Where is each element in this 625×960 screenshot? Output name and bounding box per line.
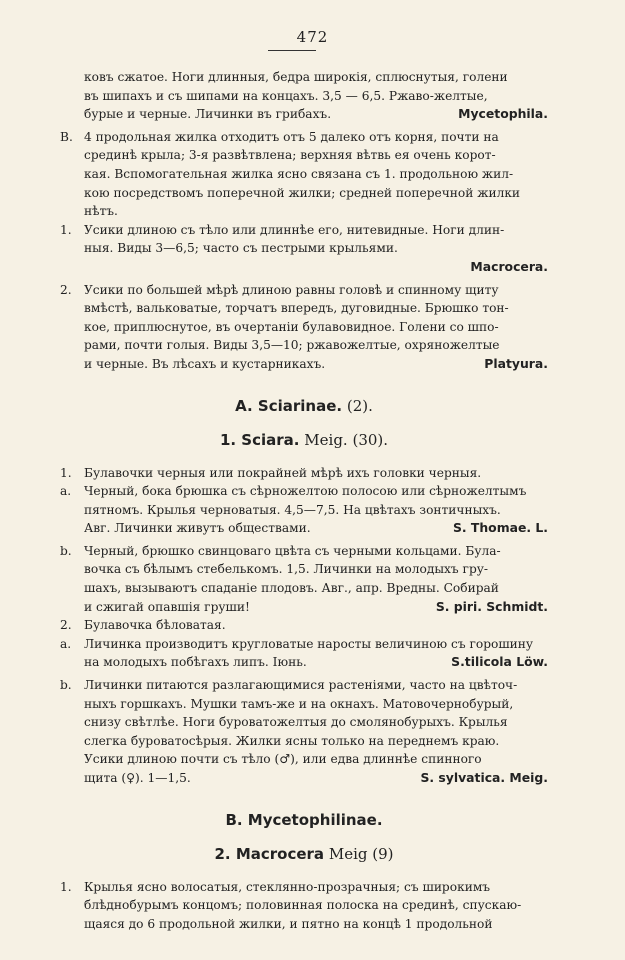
key-entry-1a: [60, 482, 548, 538]
text-line: срединѣ крыла; 3-я развѣтвлена; верхняя вѣтвь ея очень корот-: [84, 148, 496, 163]
genus-author: Meig.: [304, 430, 348, 449]
text-line: Черный, брюшко свинцоваго цвѣта съ черными кольцами. Була-: [84, 543, 501, 558]
genus-title: 2. Macrocera: [214, 844, 325, 863]
genus-count: (30).: [352, 430, 389, 449]
key-entry-b: [60, 128, 548, 221]
entry-label: a.: [60, 636, 72, 651]
section-title: A. Sciarinae.: [235, 396, 343, 415]
text-line: на молодыхъ побѣгахъ липъ. Іюнь.: [84, 655, 307, 670]
text-line: Усики по большей мѣрѣ длиною равны головѣ и спинному щиту: [84, 282, 499, 297]
genus-count: (9): [372, 844, 394, 863]
text-line: снизу свѣтлѣе. Ноги буроватожелтыя до смолянобурыхъ. Крылья: [84, 715, 508, 730]
text-line: вмѣстѣ, вальковатые, торчатъ впередъ, дуговидные. Брюшко тон-: [84, 301, 509, 316]
entry-label: 2.: [60, 618, 72, 633]
species-name: S. Thomae. L.: [452, 520, 548, 536]
species-name: S. piri. Schmidt.: [435, 598, 548, 614]
text-line: щита (♀). 1—1,5.: [84, 771, 191, 785]
text-line: блѣднобурымъ концомъ; половинная полоска на срединѣ, спускаю-: [84, 898, 522, 913]
text-line: въ шипахъ и съ шипами на концахъ. 3,5 — 6,5. Ржаво-желтые,: [84, 88, 488, 103]
entry-label: 1.: [60, 222, 72, 237]
genus-heading-macrocera: [60, 844, 548, 864]
entry-label: 2.: [60, 282, 72, 297]
entry-label: 1.: [60, 465, 72, 480]
entry-label: b.: [60, 543, 72, 558]
section-heading-sciarinae: [60, 396, 548, 416]
text-line: ныхъ горшкахъ. Мушки тамъ-же и на окнахъ. Матовочернобурый,: [84, 696, 514, 711]
key-entry-2a: [60, 635, 548, 672]
text-line: 4 продольная жилка отходитъ отъ 5 далеко отъ корня, почти на: [84, 129, 499, 144]
key-entry-b2: [60, 281, 548, 374]
key-entry-b1: [60, 221, 548, 277]
key-entry-1b: [60, 542, 548, 616]
text-line: кою посредствомъ поперечной жилки; средней поперечной жилки: [84, 185, 521, 200]
key-entry-1: [60, 464, 548, 483]
entry-label: b.: [60, 678, 72, 693]
key-entry-2b: [60, 676, 548, 788]
text-line: и сжигай опавшія груши!: [84, 599, 250, 614]
text-line: Усики длиною съ тѣло или длиннѣе его, нитевидные. Ноги длин-: [84, 222, 505, 237]
text-line: Булавочка бѣловатая.: [84, 618, 226, 633]
text-line: ковъ сжатое. Ноги длинныя, бедра широкія, сплюснутыя, голени: [84, 70, 508, 84]
genus-heading-sciara: [60, 430, 548, 450]
genus-name: Platyura.: [484, 355, 548, 371]
text-line: нѣтъ.: [84, 204, 118, 219]
text-line: Личинка производитъ кругловатые наросты величиною съ горошину: [84, 636, 534, 651]
text-line: рами, почти голыя. Виды 3,5—10; ржавожелтые, охряножелтые: [84, 338, 500, 353]
entry-label: a.: [60, 484, 72, 499]
key-entry-2: [60, 616, 548, 635]
genus-title: 1. Sciara.: [219, 430, 300, 449]
section-title: B. Mycetophilinae.: [225, 810, 383, 829]
genus-name: Mycetophila.: [458, 106, 548, 122]
text-line: и черные. Въ лѣсахъ и кустарникахъ.: [84, 356, 326, 371]
section-heading-mycetophilinae: [60, 810, 548, 830]
text-line: слегка буроватосѣрыя. Жилки ясны только на переднемъ краю.: [84, 733, 500, 748]
text-line: Черный, бока брюшка съ сѣрножелтою полосою или сѣрножелтымъ: [84, 484, 527, 499]
entry-label: 1.: [60, 879, 72, 894]
page-content: [60, 68, 548, 933]
text-line: шахъ, вызываютъ спаданіе плодовъ. Авг., апр. Вредны. Собирай: [84, 581, 499, 596]
text-line: Авг. Личинки живутъ обществами.: [84, 521, 311, 536]
text-line: ныя. Виды 3—6,5; часто съ пестрыми крыльями.: [84, 241, 398, 256]
genus-name: Macrocera.: [470, 258, 548, 274]
text-line: кое, приплюснутое, въ очертаніи булавовидное. Голени со шпо-: [84, 319, 499, 334]
text-line: щаяся до 6 продольной жилки, и пятно на концѣ 1 продольной: [84, 916, 493, 931]
text-line: кая. Вспомогательная жилка ясно связана съ 1. продольною жил-: [84, 166, 514, 181]
text-line: вочка съ бѣлымъ стебелькомъ. 1,5. Личинки на молодыхъ гру-: [84, 562, 489, 577]
text-line: Булавочки черныя или покрайней мѣрѣ ихъ головки черныя.: [84, 465, 482, 480]
key-entry-m1: [60, 878, 548, 934]
text-line: Усики длиною почти съ тѣло (♂), или едва длиннѣе спинного: [84, 752, 482, 767]
text-line: бурые и черные. Личинки въ грибахъ.: [84, 107, 332, 122]
key-continuation: [60, 68, 548, 124]
species-name: S.tilicola Löw.: [451, 654, 548, 670]
text-line: пятномъ. Крылья черноватыя. 4,5—7,5. На цвѣтахъ зонтичныхъ.: [84, 502, 501, 517]
section-count: (2).: [346, 396, 373, 415]
entry-label: B.: [60, 129, 73, 144]
text-line: Личинки питаются разлагающимися растеніями, часто на цвѣточ-: [84, 678, 518, 693]
page-number-rule: [268, 50, 316, 51]
text-line: Крылья ясно волосатыя, стеклянно-прозрачныя; съ широкимъ: [84, 879, 491, 894]
genus-author: Meig: [328, 844, 368, 863]
species-name: S. sylvatica. Meig.: [420, 770, 548, 785]
page-number: 472: [296, 28, 329, 46]
